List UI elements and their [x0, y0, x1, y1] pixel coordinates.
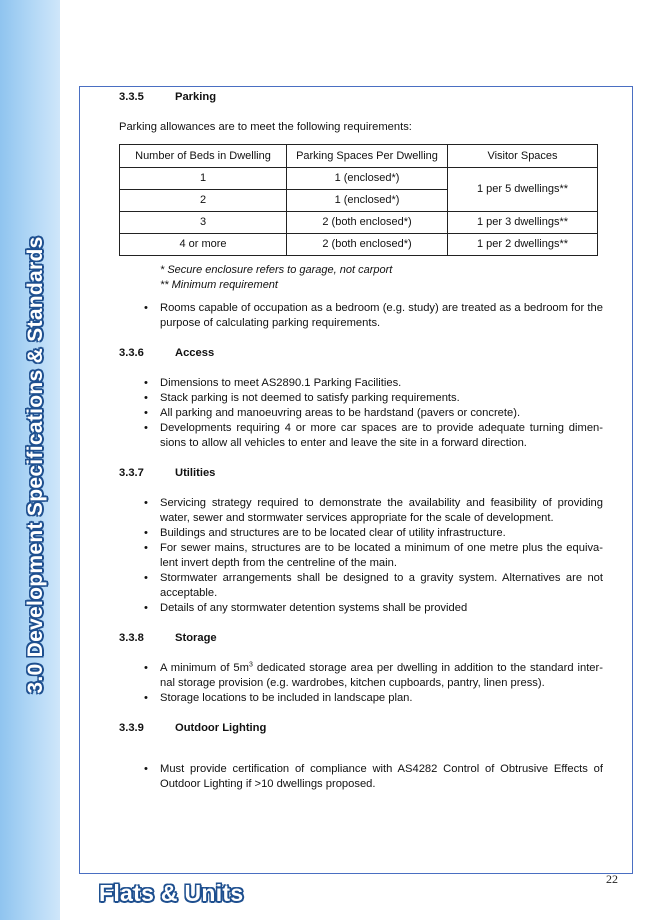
note-line: ** Minimum requirement — [160, 279, 278, 291]
list-item: • Must provide certification of compliance with AS4282 Control of Obtrusive Effects of Outdoor Lighting if >10 dwellings proposed. — [144, 763, 603, 790]
bullet-icon: • — [144, 572, 148, 584]
table-header-cell: Visitor Spaces — [448, 145, 598, 168]
section-number: 3.3.6 — [119, 347, 144, 359]
bullet-icon: • — [144, 763, 148, 775]
bullet-icon: • — [144, 602, 148, 614]
table-cell: 4 or more — [120, 234, 287, 256]
section-title: Utilities — [175, 467, 216, 479]
table-header-row — [120, 145, 598, 168]
list-item: • All parking and manoeuvring areas to be hardstand (pavers or concrete). — [144, 407, 521, 419]
section-heading-utilities — [119, 466, 603, 481]
storage-bullets — [119, 661, 603, 706]
section-title: Storage — [175, 632, 217, 644]
note-line: * Secure enclosure refers to garage, not carport — [160, 264, 393, 276]
section-heading-parking — [119, 90, 603, 105]
table-cell: 2 (both enclosed*) — [287, 212, 448, 234]
section-number: 3.3.9 — [119, 722, 144, 734]
table-row — [120, 168, 598, 190]
section-title: Outdoor Lighting — [175, 722, 267, 734]
list-item: • Stack parking is not deemed to satisfy parking requirements. — [144, 392, 460, 404]
list-item: • A minimum of $5m^3$ dedicated storage area per dwelling in addition to the standard inter- nal storage provision (e.g. wardrobes, kitchen cupboards, pantry, linen press). — [144, 661, 603, 689]
bullet-icon: • — [144, 377, 148, 389]
table-row — [120, 234, 598, 256]
utilities-bullets — [119, 496, 603, 616]
section-heading-access — [119, 346, 603, 361]
list-item: • Buildings and structures are to be located clear of utility infrastructure. — [144, 527, 506, 539]
bullet-icon: • — [144, 407, 148, 419]
section-title: Parking — [175, 91, 217, 103]
section-heading-lighting — [119, 721, 603, 736]
table-cell: 1 — [120, 168, 287, 190]
table-cell: 1 per 2 dwellings** — [448, 234, 598, 256]
table-cell: 3 — [120, 212, 287, 234]
bullet-icon: • — [144, 392, 148, 404]
section-number: 3.3.8 — [119, 632, 144, 644]
bullet-icon: • — [144, 302, 148, 314]
list-item: • Developments requiring 4 or more car spaces are to provide adequate turning dimen- sions to allow all vehicles to enter and leave the site in a forward direction. — [144, 422, 603, 449]
parking-intro: Parking allowances are to meet the following requirements: — [119, 121, 412, 133]
table-row — [120, 212, 598, 234]
list-item: • For sewer mains, structures are to be located a minimum of one metre plus the equiva- lent invert depth from the centreline of the main. — [144, 542, 603, 569]
bullet-icon: • — [144, 527, 148, 539]
table-cell: 2 — [120, 190, 287, 212]
table-cell: 1 per 5 dwellings** — [448, 168, 598, 212]
list-item: • Dimensions to meet AS2890.1 Parking Facilities. — [144, 377, 402, 389]
table-notes — [160, 263, 603, 293]
sidebar-title: 3.0 Development Specifications & Standards — [24, 236, 47, 694]
bullet-icon: • — [144, 542, 148, 554]
table-cell: 2 (both enclosed*) — [287, 234, 448, 256]
access-bullets — [119, 376, 603, 451]
section-number: 3.3.7 — [119, 467, 144, 479]
list-item: • Servicing strategy required to demonstrate the availability and feasibility of providing water, sewer and stormwater services appropriate for the scale of development. — [144, 497, 603, 524]
list-item: • Rooms capable of occupation as a bedroom (e.g. study) are treated as a bedroom for the purpose of calculating parking requirements. — [144, 302, 603, 329]
sidebar-band — [0, 0, 60, 920]
bullet-icon: • — [144, 662, 148, 674]
page-content — [119, 90, 603, 792]
table-cell: 1 (enclosed*) — [287, 190, 448, 212]
bullet-icon: • — [144, 497, 148, 509]
list-item: • Stormwater arrangements shall be designed to a gravity system. Alternatives are not acceptable. — [144, 572, 603, 599]
table-header-cell: Parking Spaces Per Dwelling — [287, 145, 448, 168]
table-cell: 1 per 3 dwellings** — [448, 212, 598, 234]
table-header-cell: Number of Beds in Dwelling — [120, 145, 287, 168]
lighting-bullets — [119, 762, 603, 792]
section-title: Access — [175, 347, 215, 359]
parking-bullets — [119, 301, 603, 331]
section-number: 3.3.5 — [119, 91, 144, 103]
bullet-icon: • — [144, 422, 148, 434]
parking-table — [119, 144, 598, 256]
table-cell: 1 (enclosed*) — [287, 168, 448, 190]
bullet-icon: • — [144, 692, 148, 704]
page-number: 22 — [606, 872, 618, 886]
list-item: • Details of any stormwater detention systems shall be provided — [144, 602, 468, 614]
list-item: • Storage locations to be included in landscape plan. — [144, 692, 413, 704]
section-heading-storage — [119, 631, 603, 646]
footer-title: Flats & Units — [99, 880, 244, 906]
